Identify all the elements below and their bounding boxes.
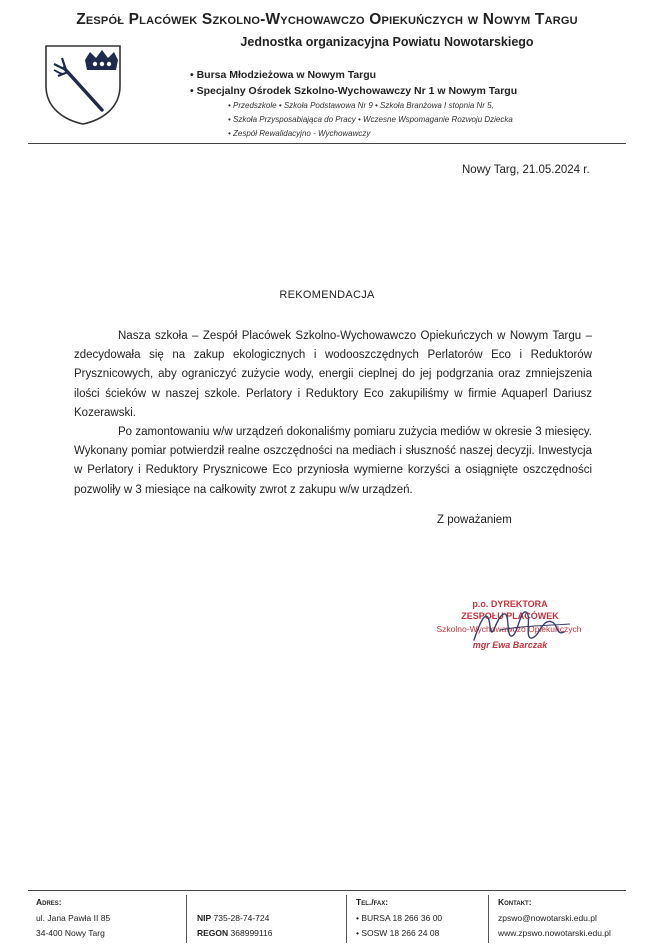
footer-regon (197, 928, 272, 938)
letter-paragraph-2: Po zamontowaniu w/w urządzeń dokonaliśmy pomiaru zużycia mediów w okresie 3 miesięcy. Wykonany pomiar potwierdził realne oszczędności na mediach i słuszność naszej decyzji. Inwestycja w Perlatory i Reduktory Prysznicowe Eco przyniosła wymierne korzyści a osiągnięte oszczędności pozwoliły w 3 miesiące na całkowity zwrot z zakupu w/w urządzeń. (74, 426, 592, 496)
institution-title: Zespół Placówek Szkolno-Wychowawczo Opiekuńczych w Nowym Targu (76, 11, 578, 28)
footer-separator-2 (346, 895, 347, 943)
letter-closing: Z poważaniem (437, 514, 512, 526)
footer-contact-label: Kontakt: (498, 897, 532, 907)
signature-icon (460, 596, 580, 656)
stamp-line-1: p.o. DYREKTORA (472, 599, 548, 609)
stamp-line-3: Szkolno-Wychowawczo Opiekuńczych (436, 624, 582, 634)
footer-separator-1 (186, 895, 187, 943)
footer-phone-sosw: • SOSW 18 266 24 08 (356, 928, 440, 938)
footer-phone-label: Tel./fax: (356, 897, 389, 907)
letter-heading: REKOMENDACJA (279, 289, 375, 301)
footer-address-label: Adres: (36, 897, 62, 907)
letter-paragraph-1: Nasza szkoła – Zespół Placówek Szkolno-Wychowawczo Opiekuńczych w Nowym Targu – zdecydowała się na zakup ekologicznych i wodooszczędnych Perlatorów Eco i Reduktorów Prysznicowych, aby ograniczyć zużycie wody, energii cieplnej do jej podgrzania oraz zmniejszenia ilości ścieków w naszej szkole. Perlatory i Reduktory Eco zakupiliśmy w firmie Aquaperl Dariusz Kozerawski. (74, 330, 592, 419)
unit-bursa: • Bursa Młodzieżowa w Nowym Targu (190, 69, 377, 81)
footer-website: www.zpswo.nowotarski.edu.pl (498, 928, 611, 938)
footer-email: zpswo@nowotarski.edu.pl (498, 913, 597, 923)
coat-of-arms-icon (40, 40, 126, 126)
header-divider (28, 143, 626, 144)
footer-address-city: 34-400 Nowy Targ (36, 928, 105, 938)
regon-label: REGON (197, 928, 229, 938)
unit-sosw: • Specjalny Ośrodek Szkolno-Wychowawczy Nr 1 w Nowym Targu (190, 85, 518, 97)
footer-address-street: ul. Jana Pawła II 85 (36, 913, 111, 923)
subunit-line-2: • Szkoła Przysposabiająca do Pracy • Wczesne Wspomaganie Rozwoju Dziecka (228, 115, 513, 124)
footer-divider (28, 890, 626, 891)
regon-value: 368999116 (230, 928, 273, 938)
nip-value: 735-28-74-724 (213, 913, 270, 923)
institution-subtitle: Jednostka organizacyjna Powiatu Nowotarskiego (240, 35, 534, 49)
footer-separator-3 (488, 895, 489, 943)
stamp-line-4: mgr Ewa Barczak (472, 640, 548, 650)
subunit-line-1: • Przedszkole • Szkoła Podstawowa Nr 9 • Szkoła Branżowa I stopnia Nr 5, (228, 101, 494, 110)
nip-label: NIP (197, 913, 212, 923)
letter-date: Nowy Targ, 21.05.2024 r. (462, 164, 590, 176)
footer-phone-bursa: • BURSA 18 266 36 00 (356, 913, 443, 923)
subunit-line-3: • Zespół Rewalidacyjno - Wychowawczy (228, 129, 371, 138)
stamp-line-2: ZESPOŁU PLACÓWEK (461, 611, 559, 621)
footer-nip (197, 913, 269, 923)
